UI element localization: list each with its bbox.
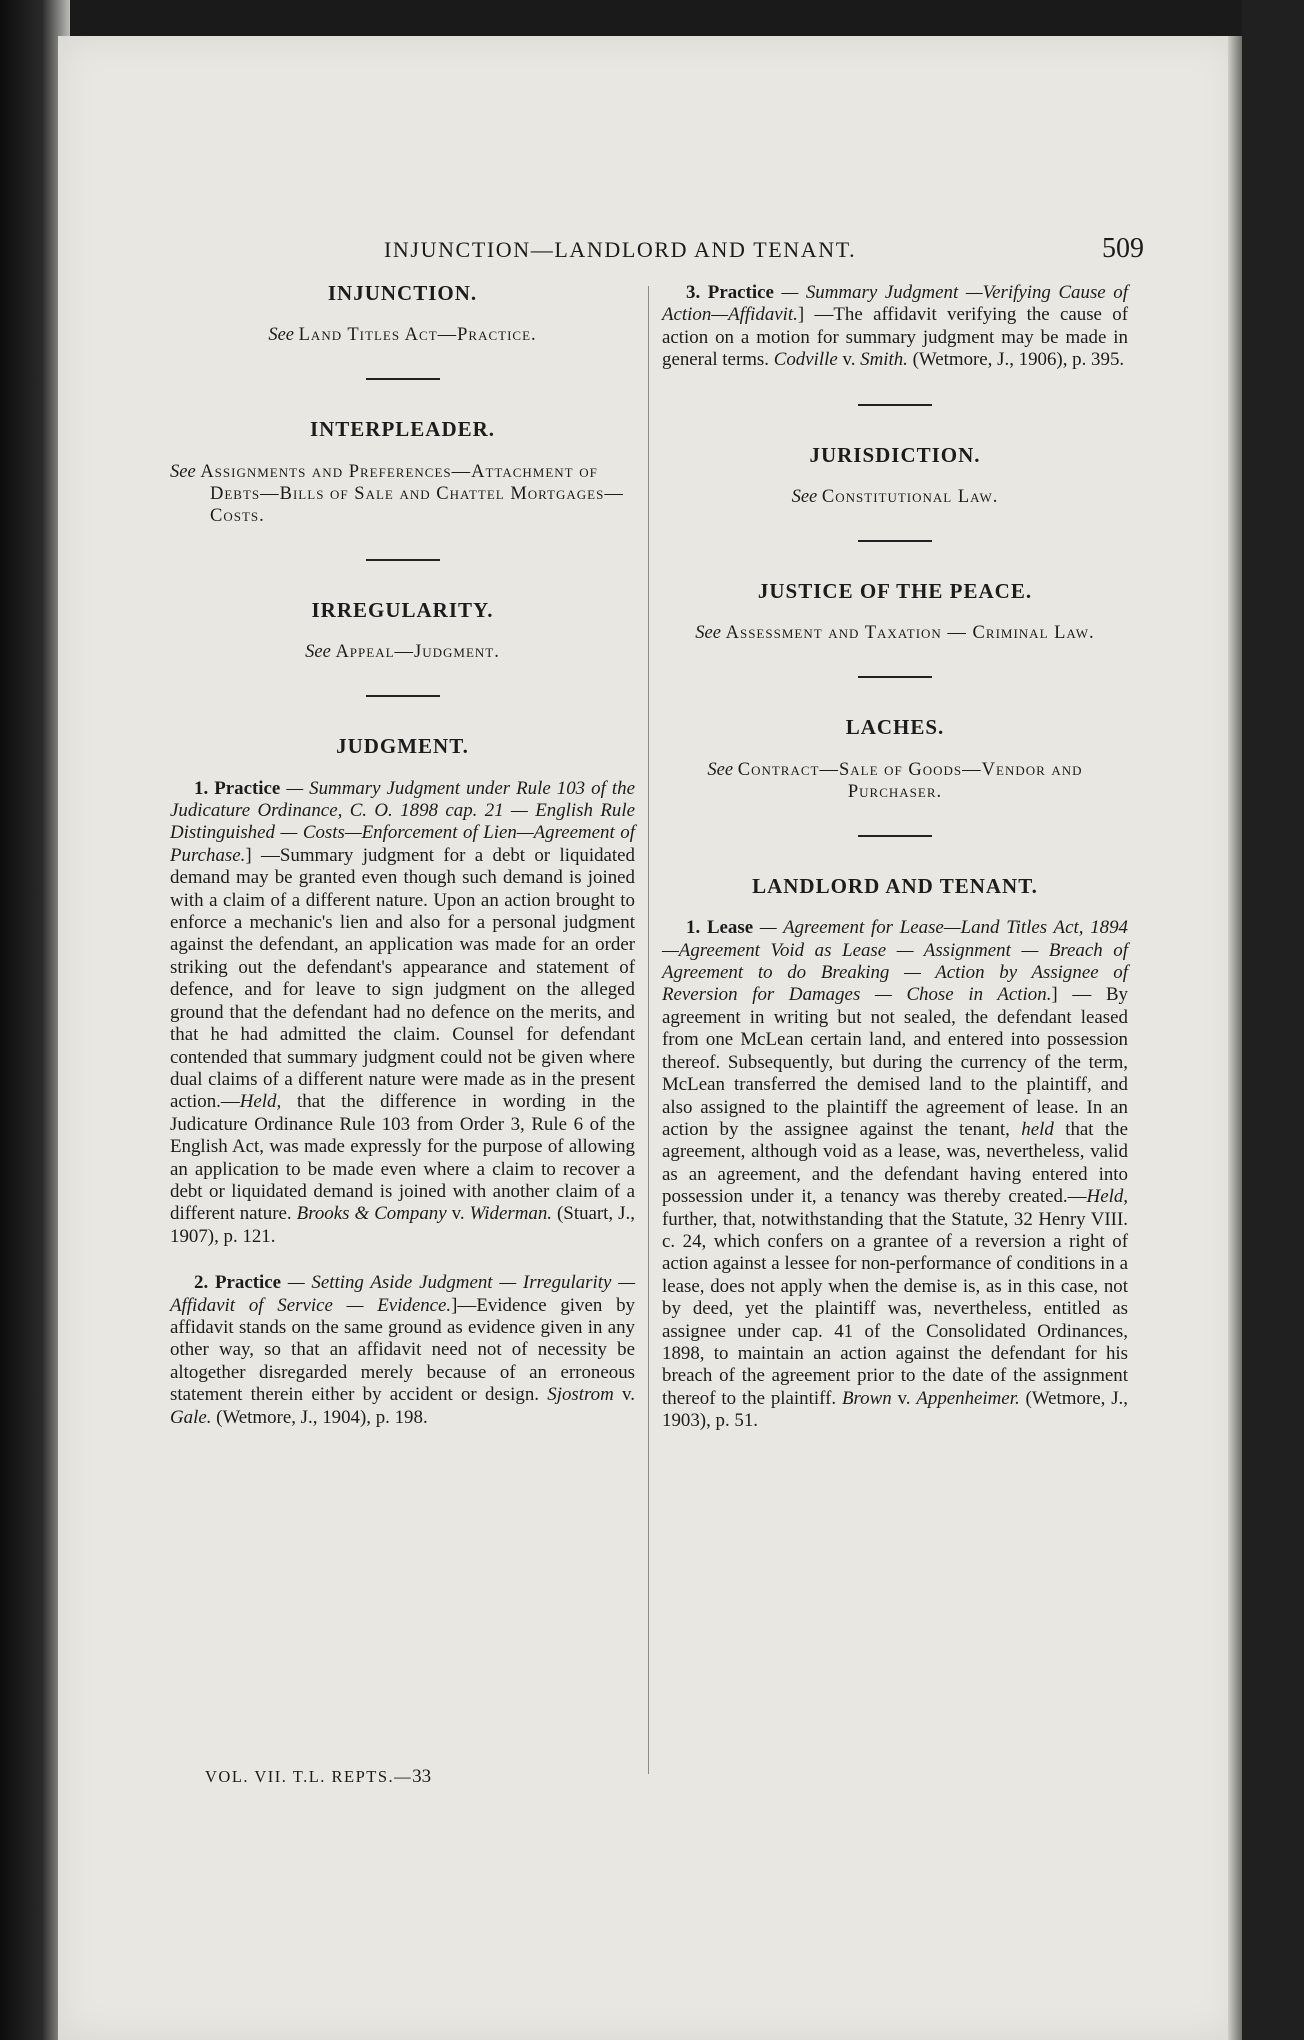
index-section-laches	[662, 716, 1128, 802]
entry-body: ]—Evidence given by affidavit stands on the same ground as evidence given in any other way, so that an affidavit need not of necessity be altogether disregarded merely because of an erroneous statement therein either by accident or design.	[170, 1294, 635, 1406]
column-divider	[648, 286, 649, 1774]
running-head: INJUNCTION—LANDLORD AND TENANT.	[384, 237, 857, 262]
digest-entry	[662, 917, 1128, 1432]
held-word: held	[1021, 1118, 1054, 1140]
page-number: 509	[1102, 233, 1144, 264]
held-word: Held,	[239, 1091, 282, 1113]
index-section-jurisdiction	[662, 444, 1128, 508]
see-reference	[662, 622, 1128, 644]
section-heading: INJUNCTION.	[327, 281, 478, 305]
volume-signature	[205, 1766, 431, 1788]
index-section-irregularity	[170, 599, 635, 663]
entry-body: further, that, notwithstanding that the Statute, 32 Henry VIII. c. 24, which confers on a grantee of a reversion a right of action against a lessee for non-performance of conditions in a lease, does not apply when the demise is, as in this case, not by deed, yet the plaintiff was, nevertheless, entitled as assignee under cap. 41 of the Consolidated Ordinances, 1898, to maintain an action against the defendant for his breach of the agreement prior to the date of the assignment thereof to the plaintiff.	[662, 1208, 1128, 1409]
case-party: Sjostrom	[547, 1384, 614, 1406]
see-label: See	[695, 623, 721, 644]
section-heading: LACHES.	[845, 715, 945, 740]
section-heading: LANDLORD AND TENANT.	[752, 873, 1038, 898]
entry-body: that the agreement, although void as a lease, was, nevertheless, valid as an agreement, and the defendant having entered into possession under it, a tenancy was thereby created.—	[662, 1118, 1128, 1208]
cross-reference: Appeal—Judgment.	[335, 642, 500, 663]
entry-topic: — Setting Aside Judgment — Irregularity — Affidavit of Service — Evidence.	[170, 1272, 635, 1316]
case-citation: (Wetmore, J., 1906), p. 395.	[907, 349, 1125, 371]
entry-body: that the difference in wording in the Judicature Ordinance Rule 103 from Order 3, Rule 6 of the English Act, was made expressly for the purpose of allowing an application to be made even where a claim to recover a debt or liquidated demand is joined with another claim of a different nature.	[170, 1091, 635, 1225]
case-party: Smith.	[860, 349, 908, 371]
entry-title: Lease	[706, 917, 754, 939]
signature-number: 33	[412, 1766, 432, 1787]
volume-label: VOL. VII. T.L. REPTS.—	[205, 1767, 413, 1786]
case-citation: (Wetmore, J., 1903), p. 51.	[662, 1387, 1128, 1432]
entry-number: 1.	[194, 777, 209, 799]
section-divider	[858, 835, 932, 837]
see-label: See	[791, 487, 818, 508]
see-label: See	[707, 759, 734, 780]
entry-title: Practice	[214, 1272, 282, 1294]
entry-title: Practice	[214, 777, 281, 799]
digest-entry	[170, 1272, 635, 1429]
see-reference	[662, 486, 1128, 508]
see-label: See	[170, 461, 196, 482]
entry-number: 1.	[686, 917, 701, 939]
section-divider	[858, 676, 932, 678]
case-versus: v.	[891, 1387, 917, 1409]
held-word: Held,	[1086, 1186, 1128, 1208]
entry-title: Practice	[707, 282, 774, 303]
case-party: Codville	[773, 349, 838, 371]
cross-reference: Assignments and Preferences—Attachment of Debts—Bills of Sale and Chattel Mortgages—Costs.	[200, 461, 624, 526]
cross-reference: Constitutional Law.	[821, 487, 999, 508]
see-label: See	[305, 642, 331, 663]
page-edge	[1228, 36, 1242, 2040]
scan-right-border	[1242, 0, 1304, 2040]
case-citation: (Wetmore, J., 1904), p. 198.	[211, 1406, 428, 1428]
scan-top-border	[0, 0, 1304, 36]
entry-number: 2.	[194, 1272, 209, 1294]
see-reference	[662, 759, 1128, 803]
case-versus: v.	[446, 1203, 470, 1225]
index-section-justice-of-the-peace	[662, 580, 1128, 644]
entry-number: 3.	[686, 282, 701, 303]
index-section-interpleader	[170, 418, 635, 526]
case-versus: v.	[613, 1384, 635, 1406]
digest-entry	[170, 778, 635, 1249]
entry-body: ] — By agreement in writing but not sealed, the defendant leased from one McLean certain land, and entered into possession thereof. Subsequently, but during the currency of the term, McLean transferred the demised land to the plaintiff, and also assigned to the plaintiff the agreement of lease. In an action by the assignee against the tenant,	[662, 984, 1129, 1140]
case-party: Brown	[841, 1387, 892, 1409]
index-section-judgment	[170, 735, 635, 1429]
section-divider	[366, 695, 440, 697]
see-reference	[170, 641, 635, 663]
section-heading: INTERPLEADER.	[309, 417, 496, 442]
index-section-injunction	[170, 282, 635, 346]
right-column	[662, 282, 1128, 1457]
section-divider	[858, 404, 932, 406]
section-divider	[858, 540, 932, 542]
case-party: Gale.	[170, 1406, 212, 1428]
digest-entry	[662, 282, 1128, 372]
entry-body: ] —Summary judgment for a debt or liquidated demand may be granted even though such demand is joined with a claim of a different nature. Upon an action brought to enforce a mechanic's lien and also for a personal judgment against the defendant, an application was made for an order striking out the defendant's appearance and statement of defence, and for leave to sign judgment on the alleged ground that the defendant had no defence on the merits, and that he had admitted the claim. Counsel for defendant contended that summary judgment could not be given where dual claims of a different nature were made as in the present action.—	[170, 844, 635, 1113]
entry-topic: — Summary Judgment —Verifying Cause of Action—Affidavit.	[662, 282, 1128, 326]
see-label: See	[268, 325, 294, 346]
section-divider	[366, 559, 440, 561]
cross-reference: Contract—Sale of Goods—Vendor and Purchaser.	[737, 759, 1083, 802]
entry-topic: — Summary Judgment under Rule 103 of the Judicature Ordinance, C. O. 1898 cap. 21 — English Rule Distinguished — Costs—Enforcement of Lien—Agreement of Purchase.	[170, 777, 635, 866]
entry-body: ] —The affidavit verifying the cause of action on a motion for summary judgment may be made in general terms.	[662, 304, 1128, 371]
index-section-landlord-and-tenant	[662, 875, 1128, 1433]
section-divider	[366, 378, 440, 380]
cross-reference: Land Titles Act—Practice.	[298, 325, 537, 346]
case-party: Brooks & Company	[296, 1203, 447, 1225]
case-party: Appenheimer.	[916, 1387, 1020, 1409]
section-heading: IRREGULARITY.	[311, 597, 494, 622]
case-citation: (Stuart, J., 1907), p. 121.	[170, 1203, 635, 1247]
page-header	[384, 233, 1144, 273]
entry-topic: — Agreement for Lease—Land Titles Act, 1894—Agreement Void as Lease — Assignment — Breach of Agreement to do Breaking — Action by Assignee of Reversion for Damages — Chose in Action.	[662, 917, 1128, 1006]
section-heading: JURISDICTION.	[809, 442, 981, 467]
left-column	[170, 282, 635, 1453]
cross-reference: Assessment and Taxation — Criminal Law.	[725, 623, 1095, 644]
see-reference	[170, 324, 635, 346]
see-reference	[170, 461, 635, 527]
section-heading: JUSTICE OF THE PEACE.	[757, 579, 1033, 604]
case-party: Widerman.	[469, 1203, 552, 1225]
case-versus: v.	[837, 349, 861, 371]
section-heading: JUDGMENT.	[336, 734, 469, 759]
